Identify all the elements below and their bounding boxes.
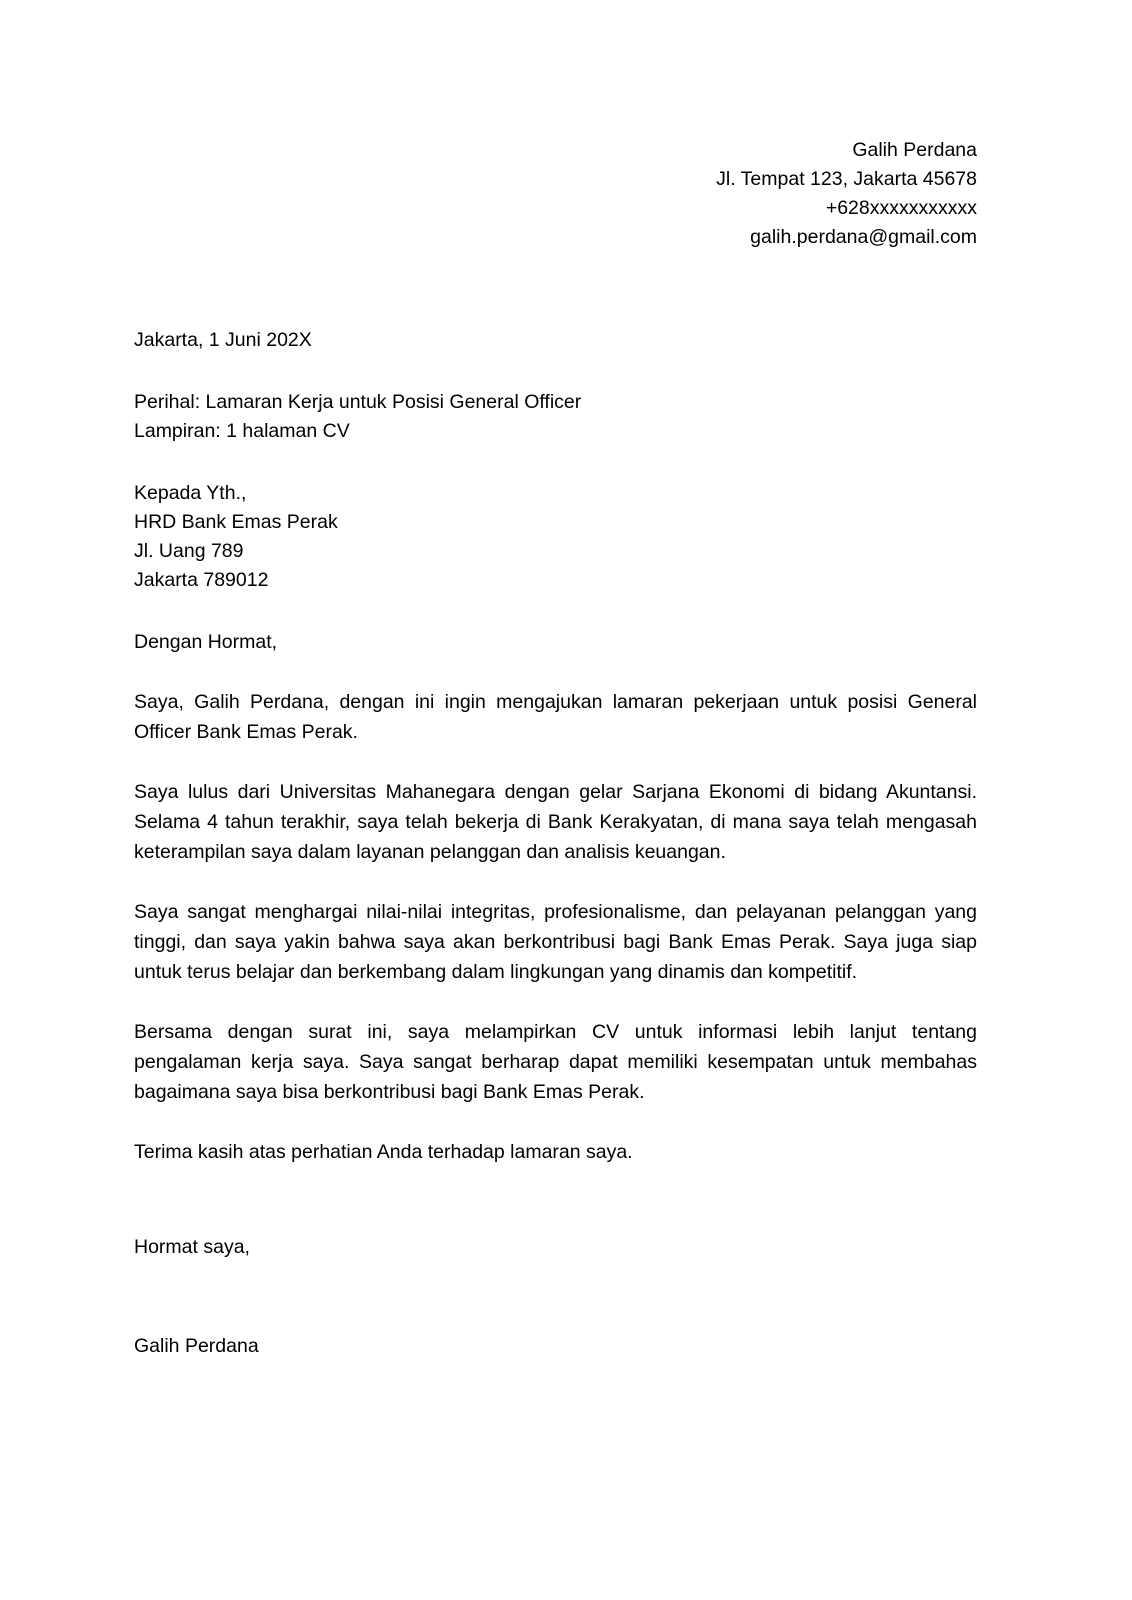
body-paragraph-1: Saya, Galih Perdana, dengan ini ingin mengajukan lamaran pekerjaan untuk posisi General Officer Bank Emas Perak. bbox=[134, 691, 977, 743]
body-paragraph-5: Terima kasih atas perhatian Anda terhadap lamaran saya. bbox=[134, 1141, 633, 1163]
signature-name: Galih Perdana bbox=[134, 1335, 259, 1357]
sender-header bbox=[134, 136, 977, 252]
sender-phone: +628xxxxxxxxxxx bbox=[825, 197, 977, 219]
date-line: Jakarta, 1 Juni 202X bbox=[134, 329, 312, 351]
recipient-organization: HRD Bank Emas Perak bbox=[134, 511, 338, 533]
sender-name: Galih Perdana bbox=[852, 139, 977, 161]
letter-salutation: Dengan Hormat, bbox=[134, 631, 278, 653]
body-paragraph-2: Saya lulus dari Universitas Mahanegara dengan gelar Sarjana Ekonomi di bidang Akuntansi. Selama 4 tahun terakhir, saya telah bekerja di Bank Kerakyatan, di mana saya telah mengasah keterampilan saya dalam layanan pelanggan dan analisis keuangan. bbox=[134, 781, 977, 863]
body-paragraph-4: Bersama dengan surat ini, saya melampirkan CV untuk informasi lebih lanjut tentang pengalaman kerja saya. Saya sangat berharap dapat memiliki kesempatan untuk membahas bagaimana saya bisa berkontribusi bagi Bank Emas Perak. bbox=[134, 1021, 977, 1103]
recipient-salutation: Kepada Yth., bbox=[134, 482, 247, 504]
subject-block bbox=[134, 388, 977, 446]
recipient-block bbox=[134, 479, 977, 595]
subject-lampiran: Lampiran: 1 halaman CV bbox=[134, 420, 350, 442]
recipient-street: Jl. Uang 789 bbox=[134, 540, 244, 562]
body-paragraph-3: Saya sangat menghargai nilai-nilai integritas, profesionalisme, dan pelayanan pelanggan yang tinggi, dan saya yakin bahwa saya akan berkontribusi bagi Bank Emas Perak. Saya juga siap untuk terus belajar dan berkembang dalam lingkungan yang dinamis dan kompetitif. bbox=[134, 901, 977, 983]
sender-address: Jl. Tempat 123, Jakarta 45678 bbox=[716, 168, 977, 190]
sender-email: galih.perdana@gmail.com bbox=[750, 226, 977, 248]
recipient-city: Jakarta 789012 bbox=[134, 569, 269, 591]
closing-valediction: Hormat saya, bbox=[134, 1236, 250, 1258]
letter-content bbox=[134, 0, 977, 1361]
subject-perihal: Perihal: Lamaran Kerja untuk Posisi General Officer bbox=[134, 391, 582, 413]
